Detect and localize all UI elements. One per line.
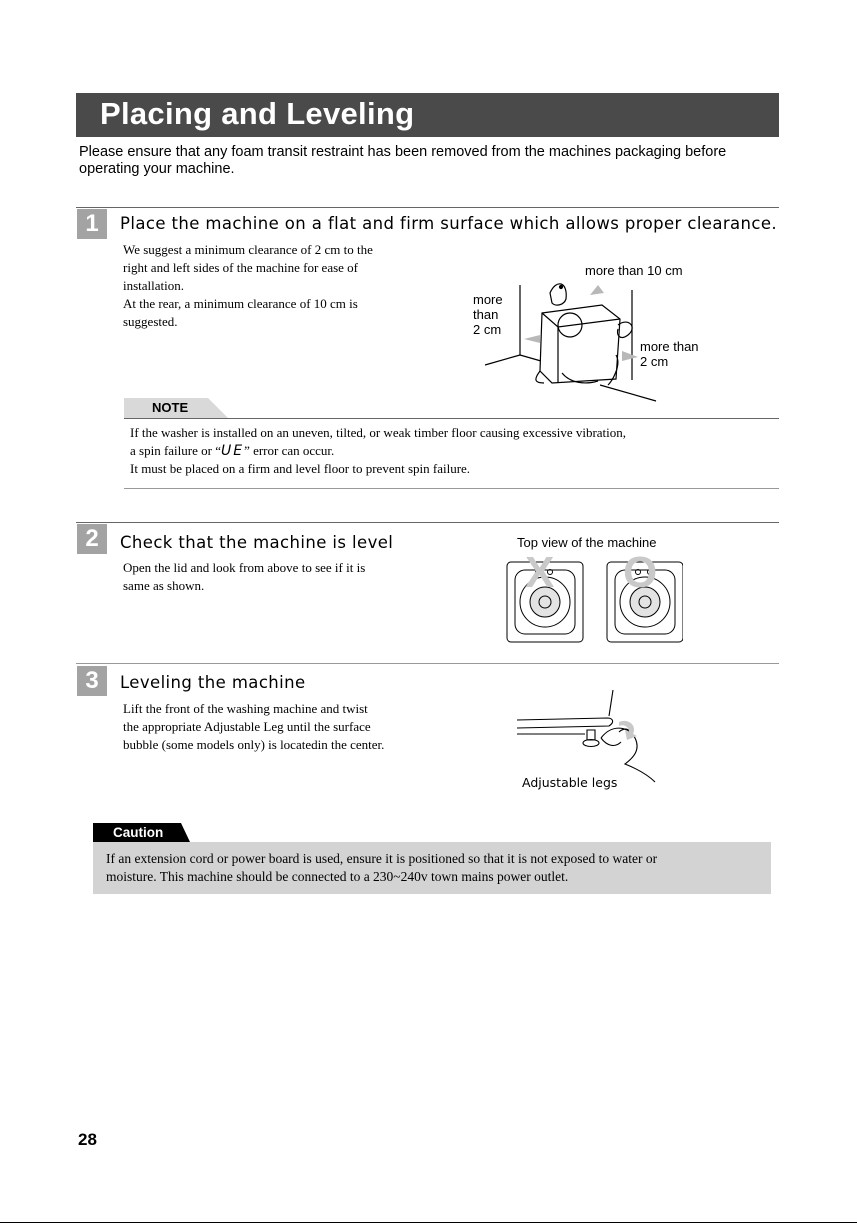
note-body bbox=[130, 424, 626, 478]
step2-heading: Check that the machine is level bbox=[120, 533, 394, 552]
step2-number-badge: 2 bbox=[77, 524, 107, 554]
caution-label: Caution bbox=[113, 825, 164, 840]
step3-line: bubble (some models only) is locatedin the center. bbox=[123, 737, 385, 752]
label-line: than bbox=[473, 307, 499, 322]
step1-heading: Place the machine on a flat and firm surface which allows proper clearance. bbox=[120, 214, 778, 233]
label-line: more bbox=[473, 292, 503, 307]
caution-line: If an extension cord or power board is used, ensure it is positioned so that it is not exposed to water or bbox=[106, 851, 658, 866]
step1-divider bbox=[76, 207, 779, 208]
page-bottom-rule bbox=[0, 1222, 857, 1223]
step3-number-badge: 3 bbox=[77, 666, 107, 696]
step3-divider bbox=[76, 663, 779, 664]
label-line: more than bbox=[640, 339, 699, 354]
caution-body bbox=[106, 850, 657, 886]
step3-heading: Leveling the machine bbox=[120, 673, 306, 692]
note-line: If the washer is installed on an uneven, tilted, or weak timber floor causing excessive vibration, bbox=[130, 425, 627, 440]
note-tab-corner bbox=[208, 398, 228, 418]
wrong-mark: X bbox=[525, 548, 555, 597]
page-number: 28 bbox=[78, 1130, 97, 1149]
step2-divider bbox=[76, 522, 779, 523]
step1-line: At the rear, a minimum clearance of 10 cm is bbox=[123, 296, 358, 311]
label-line: 2 cm bbox=[640, 354, 669, 369]
label-line: 2 cm bbox=[473, 322, 502, 337]
step3-line: Lift the front of the washing machine and twist bbox=[123, 701, 368, 716]
step1-line: installation. bbox=[123, 278, 185, 293]
step1-line: We suggest a minimum clearance of 2 cm to the bbox=[123, 242, 373, 257]
note-line bbox=[130, 442, 626, 460]
adjustable-legs-caption: Adjustable legs bbox=[522, 775, 618, 790]
step2-line: same as shown. bbox=[123, 578, 205, 593]
ue-error-code: UE bbox=[220, 443, 245, 459]
note-top-rule bbox=[124, 418, 779, 419]
correct-mark: O bbox=[623, 548, 658, 597]
note-line2-pre: a spin failure or “ bbox=[130, 443, 221, 458]
step1-line: suggested. bbox=[123, 314, 178, 329]
step1-line: right and left sides of the machine for ease of bbox=[123, 260, 358, 275]
step2-body bbox=[123, 559, 365, 595]
note-line: It must be placed on a firm and level floor to prevent spin failure. bbox=[130, 461, 471, 476]
right-clearance-label bbox=[640, 339, 699, 369]
note-label: NOTE bbox=[152, 400, 189, 415]
note-bottom-rule bbox=[124, 488, 779, 489]
top-view-caption: Top view of the machine bbox=[517, 535, 657, 550]
step2-line: Open the lid and look from above to see if it is bbox=[123, 560, 366, 575]
intro-paragraph: Please ensure that any foam transit restraint has been removed from the machines packaging before operating your machine. bbox=[79, 144, 727, 177]
page-title: Placing and Leveling bbox=[100, 96, 415, 131]
left-clearance-label bbox=[473, 292, 503, 337]
step3-body bbox=[123, 700, 384, 754]
caution-tab-corner bbox=[181, 823, 190, 842]
step1-body bbox=[123, 241, 373, 331]
step3-line: the appropriate Adjustable Leg until the surface bbox=[123, 719, 371, 734]
rear-clearance-label: more than 10 cm bbox=[585, 263, 683, 278]
step1-number-badge: 1 bbox=[77, 209, 107, 239]
note-line2-post: ” error can occur. bbox=[244, 443, 335, 458]
caution-line: moisture. This machine should be connected to a 230~240v town mains power outlet. bbox=[106, 869, 569, 884]
